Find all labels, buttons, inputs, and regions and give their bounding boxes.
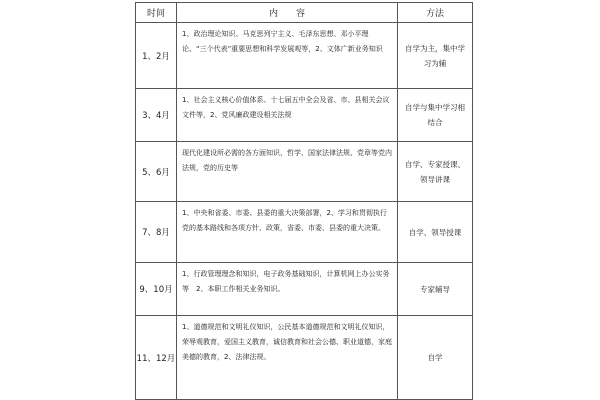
row-method-text: 专家辅导: [420, 284, 450, 294]
row-time: 1、2月: [136, 23, 177, 89]
row-time: 3、4月: [136, 89, 177, 142]
row-method: [398, 316, 473, 400]
row-content-text: 1、社会主义核心价值体系、十七届五中全会及省、市、县相关会议文件等，2、党风廉政建设相关法规: [182, 96, 390, 119]
row-method-text: 自学、专家授课、领导讲课: [405, 159, 465, 184]
row-time: 5、6月: [136, 142, 177, 202]
row-content-text: 1、中央和省委、市委、县委的重大决策部署，2、学习和贯彻执行党的基本路线和各项方针、政策，省委、市委、县委的重大决策。: [182, 209, 387, 232]
row-content-text: 1、政治理论知识、马克思列宁主义、毛泽东思想、邓小平理论、“三个代表”重要思想和科学发展观等，2、文体广新业务知识: [182, 30, 383, 53]
row-content: [177, 263, 398, 316]
row-method: [398, 89, 473, 142]
row-method-text: 自学、领导授课: [408, 227, 462, 237]
row-time: 11、12月: [136, 316, 177, 400]
row-method-text: 自学为主，集中学习为辅: [405, 43, 465, 68]
row-method: [398, 23, 473, 89]
row-method: [398, 263, 473, 316]
row-content-text: 现代化建设所必需的各方面知识、哲学、国家法律法规、党章等党内法规，党的历史等: [182, 149, 392, 172]
table-row: [136, 142, 473, 202]
row-method-text: 自学与集中学习相结合: [405, 103, 465, 127]
row-content: [177, 142, 398, 202]
table-row: [136, 202, 473, 263]
header-time: 时间: [136, 3, 177, 23]
row-content: [177, 316, 398, 400]
header-content: 内 容: [177, 3, 398, 23]
table-header-row: [136, 3, 473, 23]
row-time: 9、10月: [136, 263, 177, 316]
row-method-text: 自学: [427, 353, 443, 362]
table-row: [136, 316, 473, 400]
row-method: [398, 202, 473, 263]
table-row: [136, 89, 473, 142]
row-content-text: 1、行政管理理念和知识，电子政务基础知识，计算机网上办公实务等 2、本职工作相关业务知识。: [182, 270, 390, 293]
row-content: [177, 23, 398, 89]
table-row: [136, 263, 473, 316]
header-method: 方法: [398, 3, 473, 23]
row-content: [177, 89, 398, 142]
table-row: [136, 23, 473, 89]
row-time: 7、8月: [136, 202, 177, 263]
row-content: [177, 202, 398, 263]
study-schedule-table: [135, 2, 473, 400]
row-method: [398, 142, 473, 202]
row-content-text: 1、道德规范和文明礼仪知识，公民基本道德规范和文明礼仪知识，荣辱观教育，爱国主义教育，诚信教育和社会公德、职业道德，家庭美德的教育，2、法律法规。: [182, 323, 392, 361]
